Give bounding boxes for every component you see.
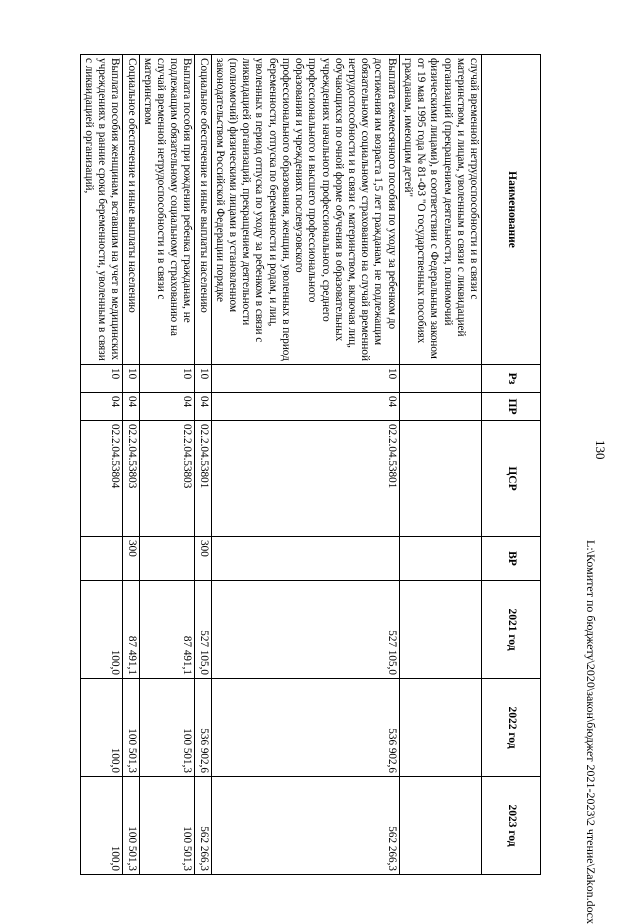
- row-csr: 02.2.04.53801: [195, 421, 211, 537]
- row-2023: 562 266,3: [211, 777, 399, 875]
- row-csr: 02.2.04.53803: [139, 421, 195, 537]
- row-rz: 10: [123, 365, 139, 393]
- row-csr: 02.2.04.53804: [80, 421, 123, 537]
- header-2021: 2021 год: [482, 581, 541, 679]
- row-name: Выплата ежемесячного пособия по уходу за ребенком до достижения им возраста 1,5 лет гражданам, не подлежащим обязательному социальному страхованию на случай временной нетрудоспособности и в связи с материнством, включая лиц, обучающихся по очной форме обучения в образовательных учреждениях начального профессионального, среднего профессионального и высшего профессионального образования и учреждениях послевузовского профессионального образования, женщин, уволенных в период беременности, отпуска по беременности и родам, и лиц, уволенных в период отпуска по уходу за ребенком в связи с ликвидацией организаций, прекращением деятельности (полномочий) физическими лицами в установленном законодательством Российской Федерации порядке: [211, 55, 399, 365]
- row-2022: [399, 679, 481, 777]
- row-2021: 100,0: [80, 581, 123, 679]
- budget-table: [80, 54, 541, 875]
- row-pr: 04: [211, 393, 399, 421]
- row-vr: [139, 537, 195, 581]
- row-vr: 300: [123, 537, 139, 581]
- row-vr: [80, 537, 123, 581]
- row-pr: 04: [195, 393, 211, 421]
- header-vr: ВР: [482, 537, 541, 581]
- row-2021: 527 105,0: [195, 581, 211, 679]
- row-rz: [399, 365, 481, 393]
- row-2023: 562 266,3: [195, 777, 211, 875]
- table-row: [123, 55, 139, 875]
- row-2023: [399, 777, 481, 875]
- row-2022: 536 902,6: [211, 679, 399, 777]
- footer-file-path: L:\Комитет по бюджету\2020\закон\бюджет 2021-2023\2 чтение\Zakon.docx: [584, 540, 598, 924]
- row-rz: 10: [211, 365, 399, 393]
- header-2022: 2022 год: [482, 679, 541, 777]
- row-csr: 02.2.04.53803: [123, 421, 139, 537]
- row-rz: 10: [195, 365, 211, 393]
- row-2022: 536 902,6: [195, 679, 211, 777]
- table-header-row: [482, 55, 541, 875]
- row-2023: 100 501,3: [123, 777, 139, 875]
- row-vr: [211, 537, 399, 581]
- row-name: Социальное обеспечение и иные выплаты населению: [123, 55, 139, 365]
- row-2021: [399, 581, 481, 679]
- rotated-page-content: [79, 54, 541, 874]
- row-2022: 100,0: [80, 679, 123, 777]
- header-rz: Рз: [482, 365, 541, 393]
- row-rz: 10: [80, 365, 123, 393]
- row-pr: 04: [80, 393, 123, 421]
- row-2021: 87 491,1: [139, 581, 195, 679]
- row-name: случай временной нетрудоспособности и в связи с материнством, и лицам, уволенным в связи с ликвидацией организаций (прекращением деятельности, полномочий физическими лицами), в соответствии с Федеральным законом от 19 мая 1995 года № 81-ФЗ "О государственных пособиях гражданам, имеющим детей": [399, 55, 481, 365]
- row-2022: 100 501,3: [123, 679, 139, 777]
- table-row: [211, 55, 399, 875]
- table-row: [139, 55, 195, 875]
- row-name: Выплата пособия при рождении ребенка гражданам, не подлежащим обязательному социальному страхованию на случай временной нетрудоспособности и в связи с материнством: [139, 55, 195, 365]
- row-2021: 87 491,1: [123, 581, 139, 679]
- header-2023: 2023 год: [482, 777, 541, 875]
- row-2022: 100 501,3: [139, 679, 195, 777]
- row-name: Выплата пособия женщинам, вставшим на учет в медицинских учреждениях в ранние сроки беременности, уволенным в связи с ликвидацией организаций,: [80, 55, 123, 365]
- row-2023: 100,0: [80, 777, 123, 875]
- table-row: [80, 55, 123, 875]
- row-csr: 02.2.04.53801: [211, 421, 399, 537]
- table-row: [195, 55, 211, 875]
- row-vr: 300: [195, 537, 211, 581]
- page-number: 130: [593, 440, 608, 460]
- header-pr: ПР: [482, 393, 541, 421]
- row-pr: [399, 393, 481, 421]
- row-csr: [399, 421, 481, 537]
- header-name: Наименование: [482, 55, 541, 365]
- row-rz: 10: [139, 365, 195, 393]
- row-pr: 04: [139, 393, 195, 421]
- row-2021: 527 105,0: [211, 581, 399, 679]
- row-vr: [399, 537, 481, 581]
- row-name: Социальное обеспечение и иные выплаты населению: [195, 55, 211, 365]
- header-csr: ЦСР: [482, 421, 541, 537]
- row-pr: 04: [123, 393, 139, 421]
- table-row: [399, 55, 481, 875]
- row-2023: 100 501,3: [139, 777, 195, 875]
